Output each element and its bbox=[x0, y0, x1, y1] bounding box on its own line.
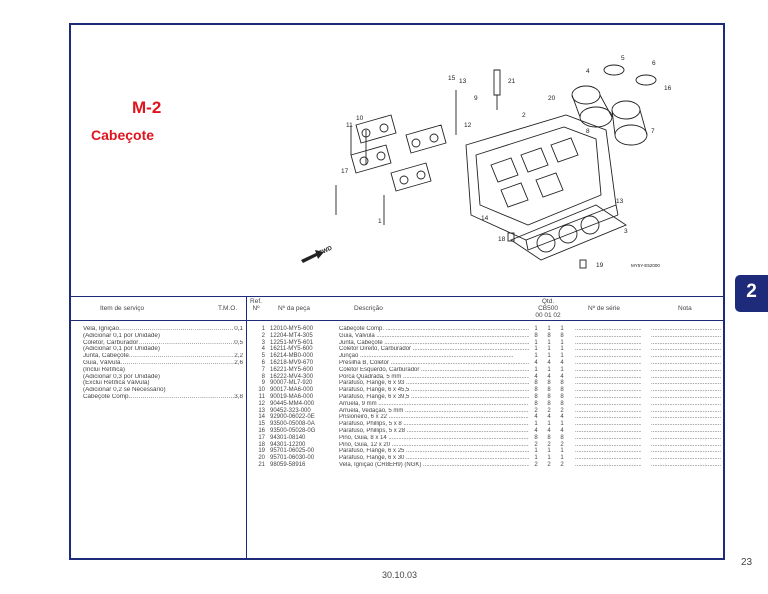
parts-row: 15 93500-05008-0A Parafuso, Phillips, 5 x 8 ..... 1 1 1 ..... ..... bbox=[251, 421, 723, 428]
table-header-rule bbox=[71, 320, 723, 321]
callout-6: 6 bbox=[652, 60, 656, 67]
header-qty-years: 00 01 02 bbox=[535, 312, 561, 319]
parts-row: 4 16211-MY5-600 Coletor Direito, Carburador ..... 1 1 1 ..... ..... bbox=[251, 346, 723, 353]
service-items-list bbox=[83, 326, 243, 401]
parts-row: 5 16214-MB0-000 Junção ..... 1 1 1 ..... ..... bbox=[251, 353, 723, 360]
callout-19: 19 bbox=[596, 262, 604, 269]
parts-row: 1 12010-MY5-600 Cabeçote Comp. ..... 1 1 1 ..... ..... bbox=[251, 326, 723, 333]
parts-row: 10 90017-MA6-000 Parafuso, Flange, 6 x 45,5 ..... 8 8 8 ..... ..... bbox=[251, 387, 723, 394]
section-title: Cabeçote bbox=[91, 127, 155, 143]
parts-row: 13 90452-323-000 Arruela, Vedação, 5 mm ..... 2 2 2 ..... ..... bbox=[251, 408, 723, 415]
callout-12: 12 bbox=[464, 122, 472, 129]
page-number: 23 bbox=[741, 557, 753, 568]
parts-row: 16 93500-05028-0G Parafuso, Phillips, 5 x 28 ..... 4 4 4 ..... ..... bbox=[251, 428, 723, 435]
header-ref-no: Ref. Nº bbox=[250, 298, 262, 312]
callout-11: 11 bbox=[346, 122, 353, 129]
parts-row: 21 98059-58916 Vela, Ignição (CR8EH9) (NGK) ..... 2 2 2 ..... ..... bbox=[251, 462, 723, 469]
callout-13b: 13 bbox=[616, 198, 624, 205]
header-service-item: Item de serviço bbox=[100, 305, 145, 312]
callout-1: 1 bbox=[378, 218, 382, 225]
service-item: Guia, Válvula ..... 2,6 bbox=[83, 360, 243, 367]
callout-5: 5 bbox=[621, 55, 625, 62]
service-item: Coletor, Carburador ..... 0,5 bbox=[83, 340, 243, 347]
parts-row: 2 12204-MT4-305 Guia, Válvula ..... 8 8 8 ..... ..... bbox=[251, 333, 723, 340]
callout-17: 17 bbox=[341, 168, 349, 175]
service-item: (Adicionar 0,1 por Unidade) bbox=[83, 346, 161, 353]
header-note: Nota bbox=[678, 305, 692, 312]
table-top-rule bbox=[71, 296, 723, 297]
service-item: Cabeçote Comp. ..... 3,8 bbox=[83, 394, 243, 401]
service-item: Vela, Ignição ..... 0,1 bbox=[83, 326, 243, 333]
header-tmo: T.M.O. bbox=[218, 305, 238, 312]
exploded-parts-diagram bbox=[296, 55, 672, 275]
parts-list bbox=[251, 326, 723, 469]
parts-row: 12 90445-MM4-000 Arruela, 9 mm ..... 8 8 8 ..... ..... bbox=[251, 401, 723, 408]
service-item: (Adicionar 0,1 por Unidade) bbox=[83, 332, 161, 339]
callout-8: 8 bbox=[586, 128, 590, 135]
header-serial-no: Nº de série bbox=[588, 305, 620, 312]
parts-row: 18 94301-12200 Pino, Guia, 12 x 20 ..... 2 2 2 ..... ..... bbox=[251, 442, 723, 449]
section-tab-label: 2 bbox=[746, 281, 757, 302]
parts-row: 7 16221-MY5-600 Coletor Esquerdo, Carburador ..... 1 1 1 ..... ..... bbox=[251, 367, 723, 374]
service-item: (Inclui Retífica) bbox=[83, 366, 125, 373]
parts-row: 19 95701-06025-00 Parafuso, Flange, 6 x 25 ..... 1 1 1 ..... ..... bbox=[251, 448, 723, 455]
callout-4: 4 bbox=[586, 68, 590, 75]
callout-13: 13 bbox=[459, 78, 467, 85]
callout-2: 2 bbox=[522, 112, 526, 119]
service-item: (Adicionar 0,2 se Necessário) bbox=[83, 387, 166, 394]
parts-row: 3 12251-MY5-601 Junta, Cabeçote ..... 1 1 1 ..... ..... bbox=[251, 340, 723, 347]
parts-row: 20 95701-06030-00 Parafuso, Flange, 6 x 30 ..... 1 1 1 ..... ..... bbox=[251, 455, 723, 462]
parts-row: 11 90019-MA6-000 Parafuso, Flange, 6 x 39,5 ..... 8 8 8 ..... ..... bbox=[251, 394, 723, 401]
header-description: Descrição bbox=[354, 305, 383, 312]
callout-21: 21 bbox=[508, 78, 516, 85]
service-item: (Exclui Retífica Válvula) bbox=[83, 380, 150, 387]
table-divider bbox=[246, 296, 247, 558]
parts-row: 14 92900-06022-0E Prisioneiro, 6 x 22 ..... 4 4 4 ..... ..... bbox=[251, 414, 723, 421]
header-qty: Qtd. bbox=[541, 298, 555, 305]
fwd-label: FWD bbox=[318, 245, 334, 257]
parts-row: 9 90007-ML7-920 Parafuso, Flange, 6 x 93 ..... 8 8 8 ..... ..... bbox=[251, 380, 723, 387]
callout-20: 20 bbox=[548, 95, 556, 102]
parts-row: 17 94301-08140 Pino, Guia, 8 x 14 ..... 8 8 8 ..... ..... bbox=[251, 435, 723, 442]
parts-row: 6 16218-MV9-670 Presilha B, Coletor ..... 4 4 4 ..... ..... bbox=[251, 360, 723, 367]
header-qty-model: CB500 bbox=[538, 305, 558, 312]
callout-10: 10 bbox=[356, 115, 364, 122]
service-item: (Adicionar 0,3 por Unidade) bbox=[83, 373, 161, 380]
callout-3: 3 bbox=[624, 228, 628, 235]
callout-7: 7 bbox=[651, 128, 655, 135]
footer-date: 30.10.03 bbox=[382, 570, 418, 580]
section-tab[interactable] bbox=[735, 275, 768, 312]
header-part-no: Nº da peça bbox=[278, 305, 311, 312]
parts-row: 8 16222-MV4-300 Porca Quadrada, 5 mm ..... 4 4 4 ..... ..... bbox=[251, 374, 723, 381]
callout-18: 18 bbox=[498, 236, 506, 243]
section-code: M-2 bbox=[132, 98, 162, 117]
callout-16: 16 bbox=[664, 85, 672, 92]
callout-14: 14 bbox=[481, 215, 489, 222]
callout-9: 9 bbox=[474, 95, 478, 102]
service-item: Junta, Cabeçote ..... 2,2 bbox=[83, 353, 243, 360]
diagram-code: MY5Y-E52000 bbox=[631, 263, 660, 268]
callout-15: 15 bbox=[448, 75, 456, 82]
